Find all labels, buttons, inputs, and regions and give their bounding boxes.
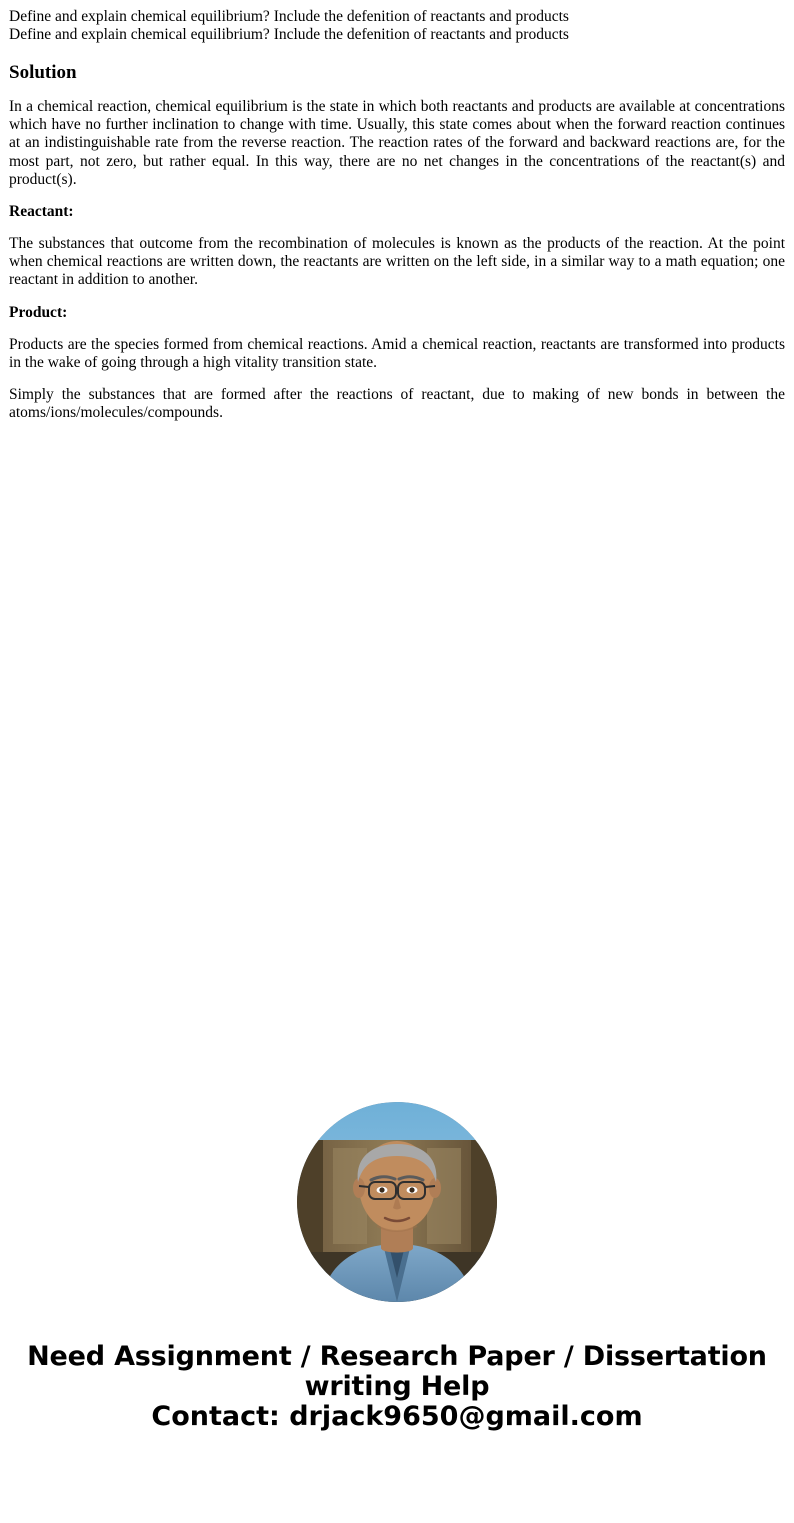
- question-line-2: Define and explain chemical equilibrium? Include the defenition of reactants and products: [9, 26, 569, 43]
- product-heading: Product:: [9, 303, 68, 321]
- page-spacer: [0, 422, 794, 1102]
- reactant-paragraph: The substances that outcome from the recombination of molecules is known as the products of the reaction. At the point when chemical reactions are written down, the reactants are written on the left side, in a similar way to a math equation; one reactant in addition to another.: [9, 235, 785, 289]
- document-content: [0, 0, 794, 422]
- footer-contact: Contact: drjack9650@gmail.com: [151, 1401, 643, 1433]
- solution-heading: Solution: [9, 62, 77, 83]
- product-paragraph-1: Products are the species formed from chemical reactions. Amid a chemical reaction, reactants are transformed into products in the wake of going through a high vitality transition state.: [9, 335, 785, 371]
- photo-container: [0, 1102, 794, 1302]
- footer: [0, 1342, 794, 1452]
- reactant-heading: Reactant:: [9, 203, 74, 221]
- avatar: [297, 1102, 497, 1302]
- intro-paragraph: In a chemical reaction, chemical equilibrium is the state in which both reactants and products are available at concentrations which have no further inclination to change with time. Usually, this state comes about when the forward reaction continues at an indistinguishable rate from the reverse reaction. The reaction rates of the forward and backward reactions are, for the most part, not zero, but rather equal. In this way, there are no net changes in the concentrations of the reactant(s) and product(s).: [9, 98, 785, 188]
- question-line-1: Define and explain chemical equilibrium? Include the defenition of reactants and products: [9, 8, 569, 25]
- product-paragraph-2: Simply the substances that are formed after the reactions of reactant, due to making of new bonds in between the atoms/ions/molecules/compounds.: [9, 386, 785, 422]
- footer-headline: Need Assignment / Research Paper / Dissertation writing Help: [27, 1341, 767, 1403]
